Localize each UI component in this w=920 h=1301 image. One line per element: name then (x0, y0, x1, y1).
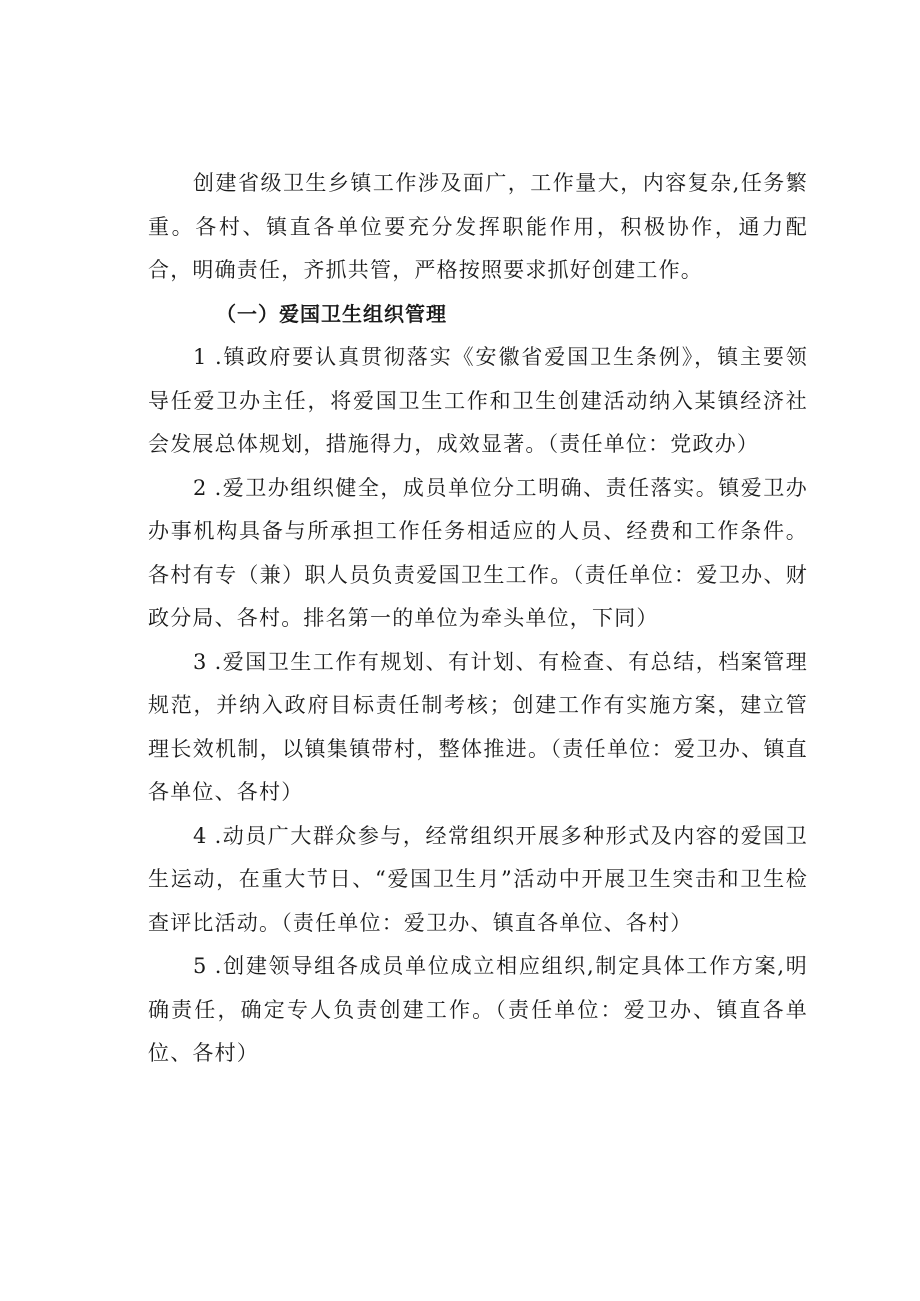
item-number: 2 (193, 475, 207, 500)
item-number: 3 (193, 649, 207, 674)
item-number: 4 (193, 823, 207, 848)
document-page (148, 162, 808, 1076)
item-text: .爱国卫生工作有规划、有计划、有检查、有总结，档案管理规范，并纳入政府目标责任制考核；创建工作有实施方案，建立管理长效机制，以镇集镇带村，整体推进。（责任单位：爱卫办、镇直各单位、各村） (148, 649, 808, 804)
list-item (148, 945, 808, 1076)
list-item (148, 815, 808, 946)
list-item (148, 336, 808, 467)
item-text: .镇政府要认真贯彻落实《安徽省爱国卫生条例》，镇主要领导任爱卫办主任，将爱国卫生工作和卫生创建活动纳入某镇经济社会发展总体规划，措施得力，成效显著。（责任单位：党政办） (148, 345, 808, 456)
item-text: .动员广大群众参与，经常组织开展多种形式及内容的爱国卫生运动，在重大节日、“爱国卫生月”活动中开展卫生突击和卫生检查评比活动。（责任单位：爱卫办、镇直各单位、各村） (148, 823, 808, 935)
section-heading: （一）爱国卫生组织管理 (216, 301, 447, 326)
list-item (148, 467, 808, 641)
item-number: 5 (193, 954, 207, 978)
item-number: 1 (193, 345, 207, 369)
list-item (148, 641, 808, 815)
intro-paragraph: 创建省级卫生乡镇工作涉及面广，工作量大，内容复杂,任务繁重。各村、镇直各单位要充分发挥职能作用，积极协作，通力配合，明确责任，齐抓共管，严格按照要求抓好创建工作。 (148, 171, 808, 282)
item-text: .爱卫办组织健全，成员单位分工明确、责任落实。镇爱卫办办事机构具备与所承担工作任务相适应的人员、经费和工作条件。各村有专（兼）职人员负责爱国卫生工作。（责任单位：爱卫办、财政分局、各村。排名第一的单位为牵头单位，下同） (148, 475, 808, 630)
item-text: .创建领导组各成员单位成立相应组织,制定具体工作方案,明确责任，确定专人负责创建工作。（责任单位：爱卫办、镇直各单位、各村） (148, 954, 808, 1065)
